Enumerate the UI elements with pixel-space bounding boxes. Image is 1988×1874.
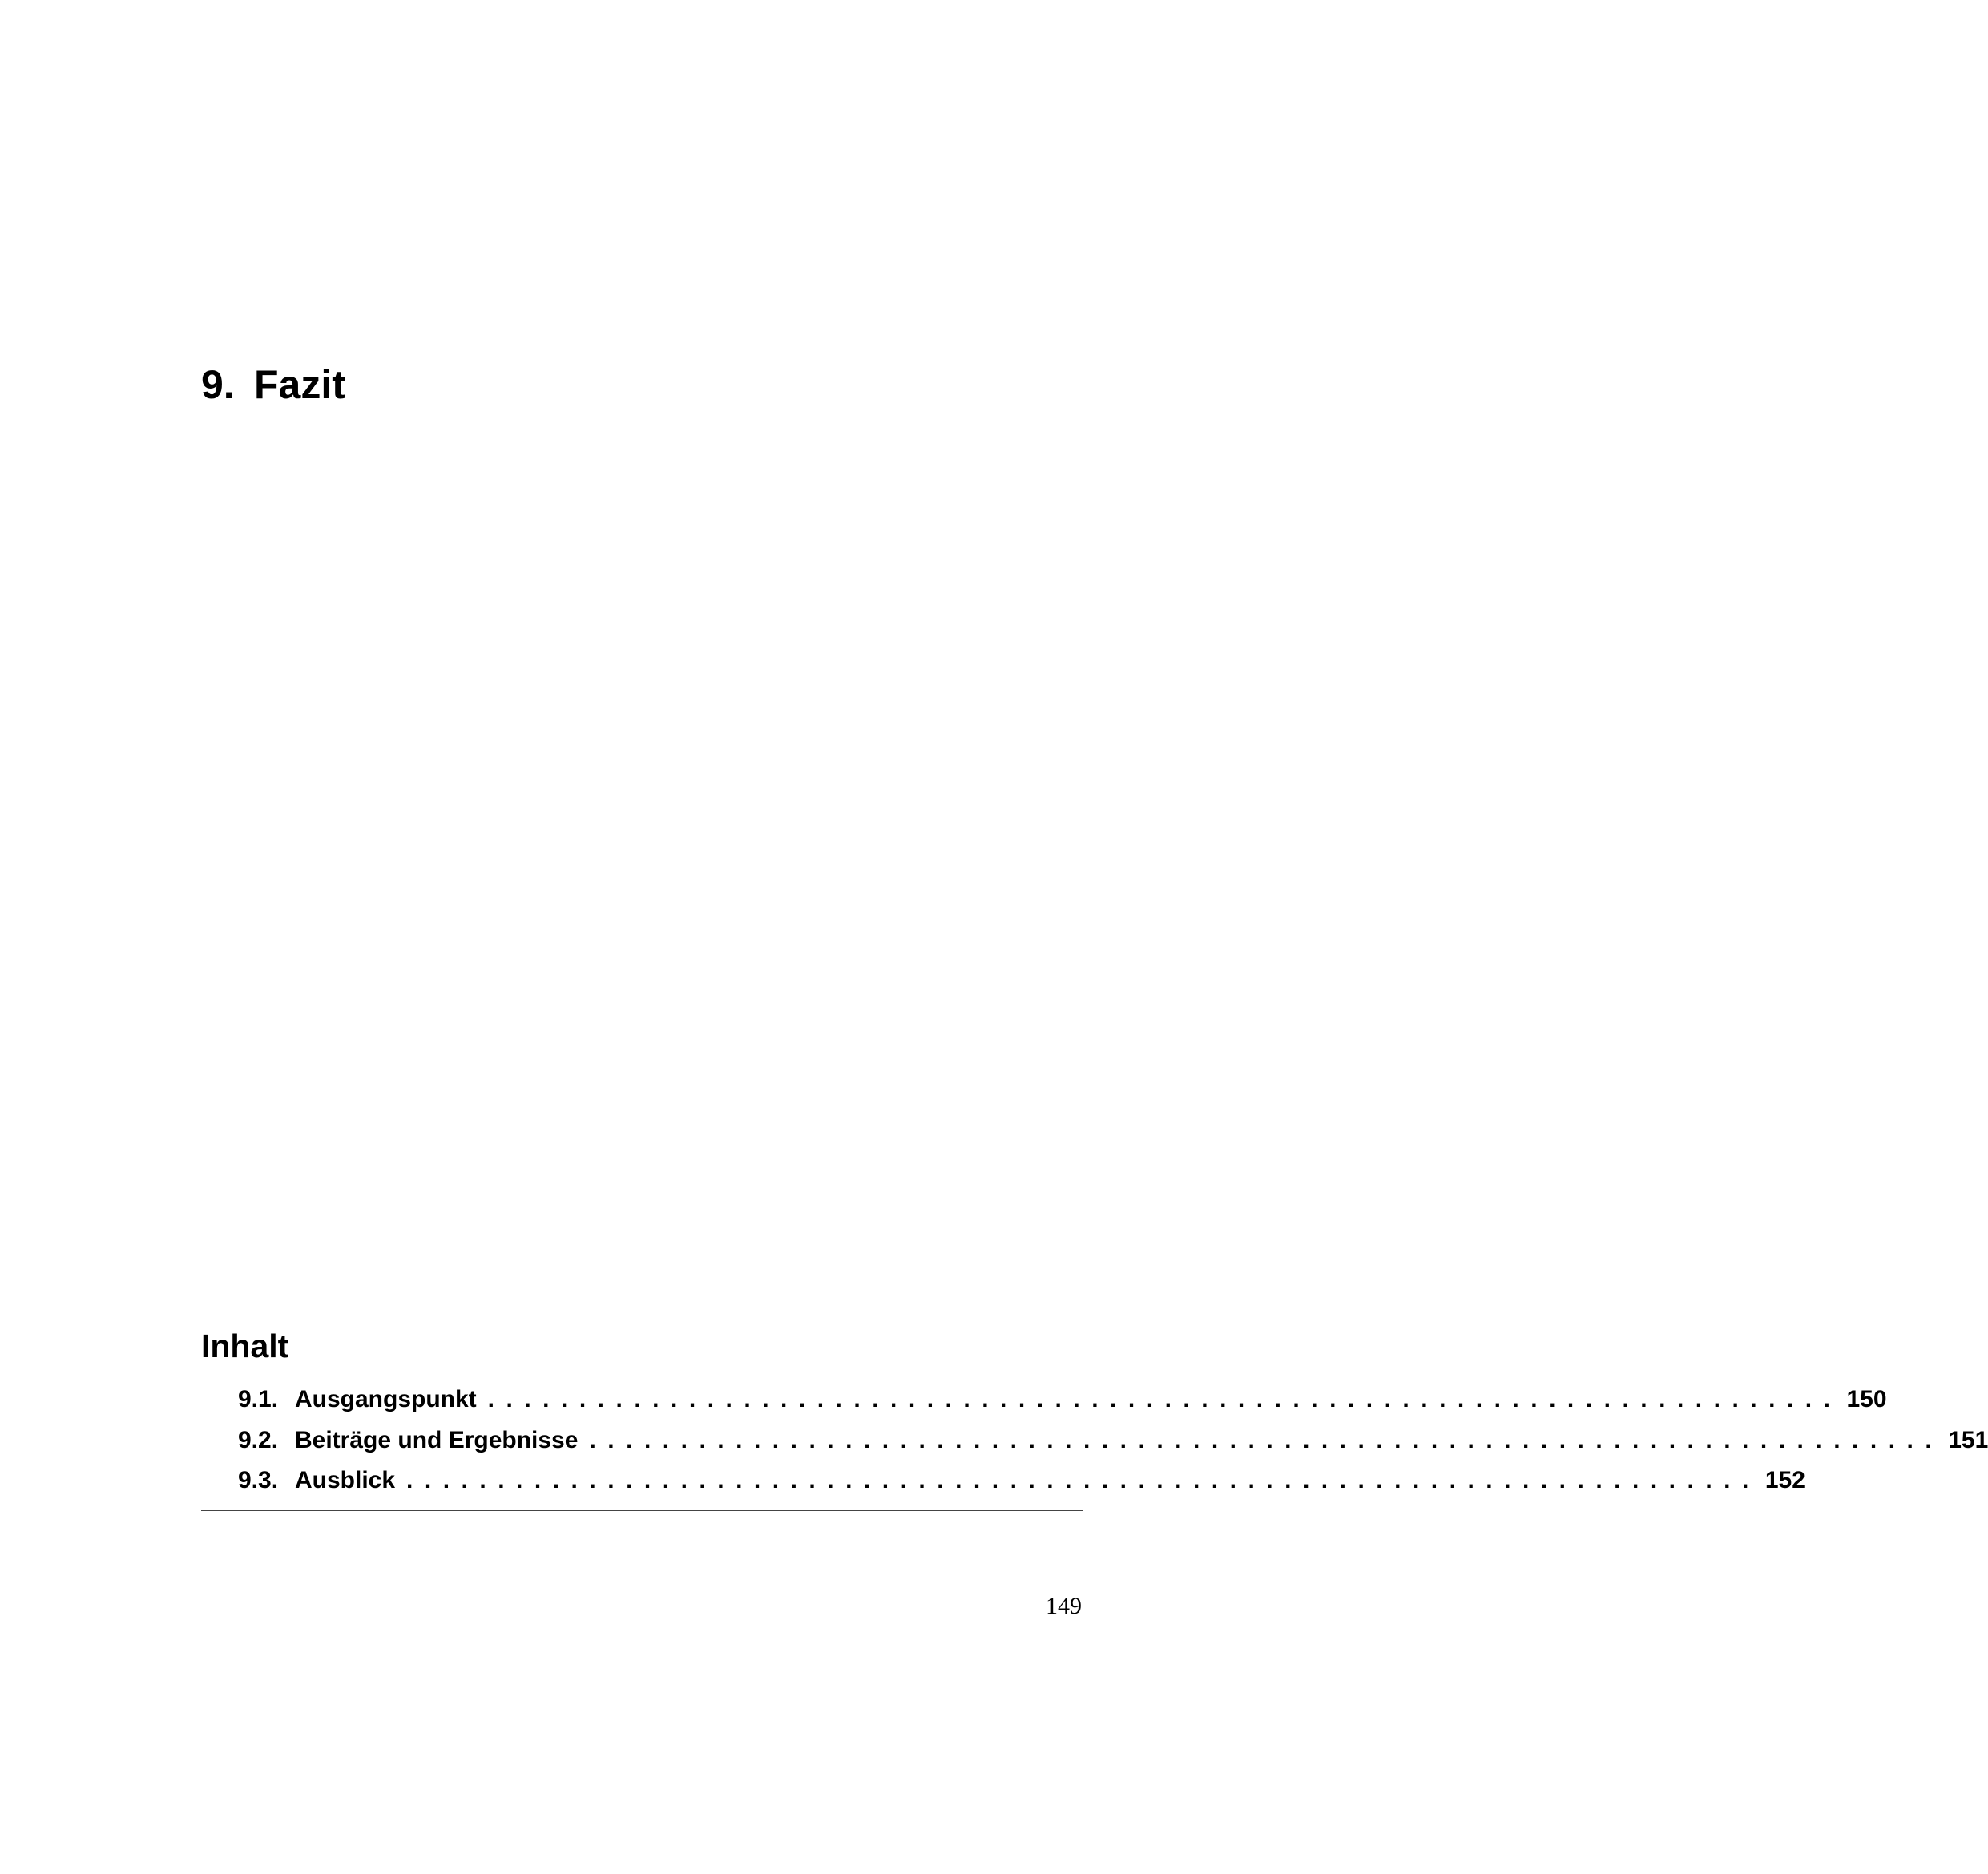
- toc-leader-dots: ..........................................................................: [589, 1426, 1944, 1453]
- toc-entry-number: 9.3.: [238, 1467, 279, 1493]
- toc-list: [238, 1380, 1988, 1501]
- toc-leader-dots: ..........................................................................: [487, 1386, 1842, 1413]
- toc-entry[interactable]: [238, 1421, 1988, 1461]
- toc-entry-number: 9.2.: [238, 1426, 279, 1453]
- toc-entry-page: 151: [1948, 1426, 1988, 1453]
- toc-entry-page: 152: [1764, 1467, 1805, 1493]
- toc-title: Inhalt: [201, 1328, 289, 1364]
- toc-entry[interactable]: [238, 1380, 1887, 1421]
- toc-entry[interactable]: [238, 1461, 1805, 1501]
- chapter-number: 9.: [201, 362, 235, 407]
- toc-entry-text: Ausgangspunkt: [295, 1386, 477, 1413]
- toc-bottom-rule: [201, 1510, 1083, 1511]
- toc-entry-text: Ausblick: [295, 1467, 396, 1493]
- chapter-title: Fazit: [254, 362, 345, 407]
- toc-entry-number: 9.1.: [238, 1386, 279, 1413]
- chapter-heading: [201, 362, 345, 407]
- page-number: 149: [1046, 1593, 1082, 1619]
- toc-entry-page: 150: [1846, 1386, 1887, 1413]
- toc-leader-dots: ..........................................................................: [406, 1467, 1760, 1493]
- toc-entry-text: Beiträge und Ergebnisse: [295, 1426, 579, 1453]
